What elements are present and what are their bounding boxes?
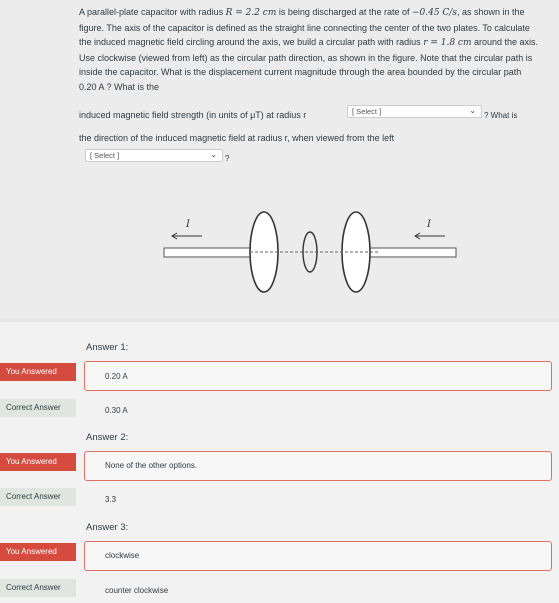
select-placeholder: [ Select ] [90, 151, 120, 160]
answer-1-you-value: 0.20 A [105, 372, 128, 381]
question-text-part: around the axis. Use clockwise (viewed from left) as the circular path direction, as shown in the figure. Note that the circular path is inside the capacitor. What is the displacement current magnitude through the area bounded by the circular path 0.20 A ? What is the [79, 37, 539, 92]
answers-panel [0, 322, 559, 603]
answer-3-correct-value: counter clockwise [105, 586, 169, 595]
answer-3-heading: Answer 3: [86, 522, 129, 533]
left-wire [164, 248, 256, 257]
you-answered-tag: You Answered [0, 363, 76, 381]
question-text-part: , as shown in the figure. The axis of the capacitor is defined as the straight line connecting the center of the two plates. To calculate the induced magnetic field circling around the axis, we build a circular path with radius [79, 7, 530, 48]
field-strength-select[interactable] [347, 105, 482, 118]
question-text-part: A parallel-plate capacitor with radius [79, 7, 226, 17]
direction-select[interactable] [85, 149, 223, 162]
answer-2-correct-value: 3.3 [105, 495, 117, 504]
answer-3-box [84, 541, 552, 571]
discharge-rate: −0.45 C/s [411, 8, 457, 18]
answer-3-you-value: clockwise [105, 551, 140, 560]
answer-1-heading: Answer 1: [86, 342, 129, 353]
answer-1-box [84, 361, 552, 391]
induced-field-question: induced magnetic field strength (in units of μT) at radius r [79, 110, 307, 120]
capacitor-figure [150, 200, 470, 310]
answer-2-heading: Answer 2: [86, 432, 129, 443]
question-text-tail: ? What is [484, 111, 518, 120]
path-radius: r = 1.8 cm [423, 38, 472, 49]
question-text-part: is being discharged at the rate of [276, 7, 412, 17]
direction-question: the direction of the induced magnetic field at radius r, when viewed from the left [79, 133, 395, 143]
correct-answer-tag: Correct Answer [0, 579, 76, 597]
answer-1-correct-value: 0.30 A [105, 406, 128, 415]
left-plate [250, 212, 278, 292]
you-answered-tag: You Answered [0, 543, 76, 561]
current-label-right: I [427, 219, 431, 230]
chevron-down-icon: ⌄ [210, 150, 217, 159]
you-answered-tag: You Answered [0, 453, 76, 471]
correct-answer-tag: Correct Answer [0, 399, 76, 417]
select-placeholder: [ Select ] [352, 107, 382, 116]
question-text-tail: ? [225, 154, 230, 163]
answer-2-you-value: None of the other options. [105, 461, 198, 470]
capacitor-radius: R = 2.2 cm [225, 8, 277, 18]
correct-answer-tag: Correct Answer [0, 488, 76, 506]
chevron-down-icon: ⌄ [469, 106, 476, 115]
question-text [79, 5, 539, 95]
right-wire [360, 248, 456, 257]
current-label-left: I [186, 219, 190, 230]
